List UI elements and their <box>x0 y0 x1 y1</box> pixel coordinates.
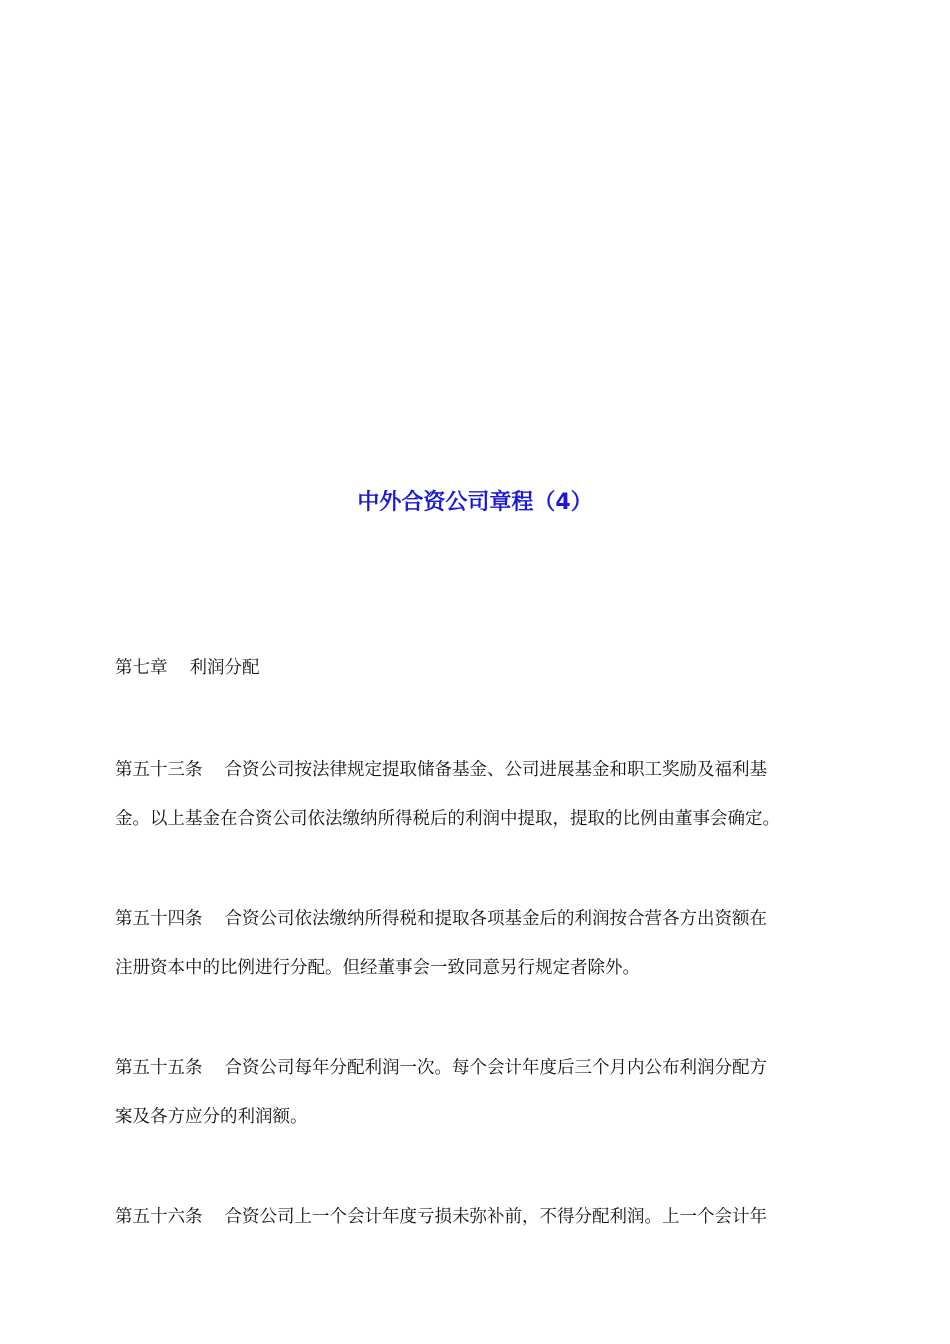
article-text: 合资公司每年分配利润一次。每个会计年度后三个月内公布利润分配方 <box>224 1058 767 1078</box>
chapter-number: 第七章 <box>115 658 168 678</box>
article-56-line-1 <box>115 1204 840 1230</box>
article-text: 合资公司依法缴纳所得税和提取各项基金后的利润按合营各方出资额在 <box>224 909 767 929</box>
article-55-line-1 <box>115 1055 840 1081</box>
article-53-line-1 <box>115 757 840 783</box>
article-number: 第五十六条 <box>115 1207 203 1227</box>
article-text: 合资公司按法律规定提取储备基金、公司进展基金和职工奖励及福利基 <box>224 760 767 780</box>
article-53-line-2: 金。以上基金在合资公司依法缴纳所得税后的利润中提取，提取的比例由董事会确定。 <box>115 809 780 829</box>
chapter-heading <box>115 655 840 681</box>
document-title: 中外合资公司章程（4） <box>357 490 593 515</box>
article-54-line-1 <box>115 906 840 932</box>
article-number: 第五十三条 <box>115 760 203 780</box>
chapter-name: 利润分配 <box>189 658 260 678</box>
article-54-line-2: 注册资本中的比例进行分配。但经董事会一致同意另行规定者除外。 <box>115 958 640 978</box>
article-number: 第五十五条 <box>115 1058 203 1078</box>
article-55-line-2: 案及各方应分的利润额。 <box>115 1107 308 1127</box>
article-text: 合资公司上一个会计年度亏损未弥补前，不得分配利润。上一个会计年 <box>224 1207 767 1227</box>
article-number: 第五十四条 <box>115 909 203 929</box>
